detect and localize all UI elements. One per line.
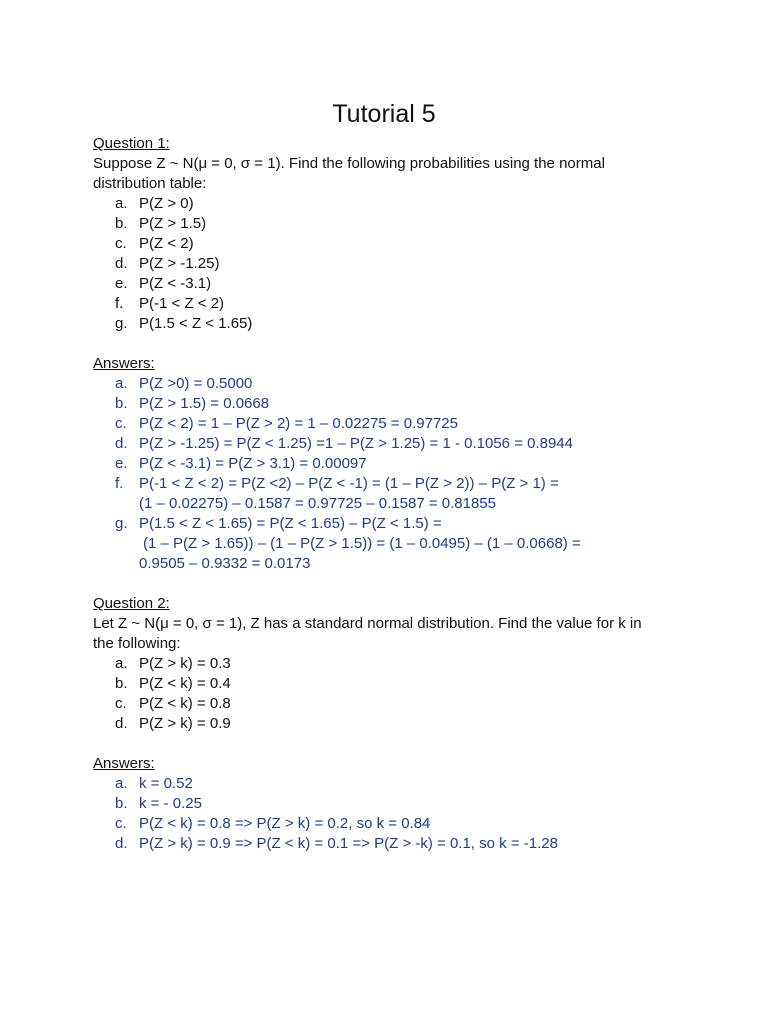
answer-item: d. P(Z > k) = 0.9 => P(Z < k) = 0.1 => P(Z > -k) = 0.1, so k = -1.28 (115, 835, 558, 852)
answer-f-continuation: (1 – 0.02275) – 0.1587 = 0.97725 – 0.1587 = 0.81855 (139, 495, 496, 512)
question-2-heading: Question 2: (93, 595, 170, 612)
answers-2-heading: Answers: (93, 755, 155, 772)
page-title: Tutorial 5 (332, 100, 436, 128)
answer-item: a. k = 0.52 (115, 775, 193, 792)
answer-item: b. P(Z > 1.5) = 0.0668 (115, 395, 270, 412)
question-1-heading: Question 1: (93, 135, 170, 152)
question-1-prompt-line-1: Suppose Z ~ N(μ = 0, σ = 1). Find the following probabilities using the normal (93, 155, 605, 172)
list-item: d. P(Z > k) = 0.9 (115, 715, 231, 732)
list-item: a. P(Z > k) = 0.3 (115, 655, 231, 672)
answer-item: a. P(Z >0) = 0.5000 (115, 375, 253, 392)
question-2-prompt-line-2: the following: (93, 635, 181, 652)
list-item: c. P(Z < k) = 0.8 (115, 695, 231, 712)
list-item: c. P(Z < 2) (115, 235, 194, 252)
list-item: b. P(Z < k) = 0.4 (115, 675, 231, 692)
answer-item: d. P(Z > -1.25) = P(Z < 1.25) =1 – P(Z > 1.25) = 1 - 0.1056 = 0.8944 (115, 435, 573, 452)
question-2-prompt-line-1: Let Z ~ N(μ = 0, σ = 1), Z has a standard normal distribution. Find the value for k in (93, 615, 642, 632)
answer-item: e. P(Z < -3.1) = P(Z > 3.1) = 0.00097 (115, 455, 367, 472)
answers-1-heading: Answers: (93, 355, 155, 372)
list-item: a. P(Z > 0) (115, 195, 194, 212)
answer-item: b. k = - 0.25 (115, 795, 202, 812)
answer-item: c. P(Z < 2) = 1 – P(Z > 2) = 1 – 0.02275 = 0.97725 (115, 415, 458, 432)
answer-item: c. P(Z < k) = 0.8 => P(Z > k) = 0.2, so k = 0.84 (115, 815, 431, 832)
list-item: b. P(Z > 1.5) (115, 215, 207, 232)
list-item: g. P(1.5 < Z < 1.65) (115, 315, 253, 332)
list-item: e. P(Z < -3.1) (115, 275, 212, 292)
list-item: f. P(-1 < Z < 2) (115, 295, 225, 312)
list-item: d. P(Z > -1.25) (115, 255, 220, 272)
answer-item: g. P(1.5 < Z < 1.65) = P(Z < 1.65) – P(Z < 1.5) = (115, 515, 442, 532)
answer-g-continuation-1: (1 – P(Z > 1.65)) – (1 – P(Z > 1.5)) = (1 – 0.0495) – (1 – 0.0668) = (143, 535, 581, 552)
question-1-prompt-line-2: distribution table: (93, 175, 207, 192)
answer-item: f. P(-1 < Z < 2) = P(Z <2) – P(Z < -1) = (1 – P(Z > 2)) – P(Z > 1) = (115, 475, 559, 492)
answer-g-continuation-2: 0.9505 – 0.9332 = 0.0173 (139, 555, 311, 572)
